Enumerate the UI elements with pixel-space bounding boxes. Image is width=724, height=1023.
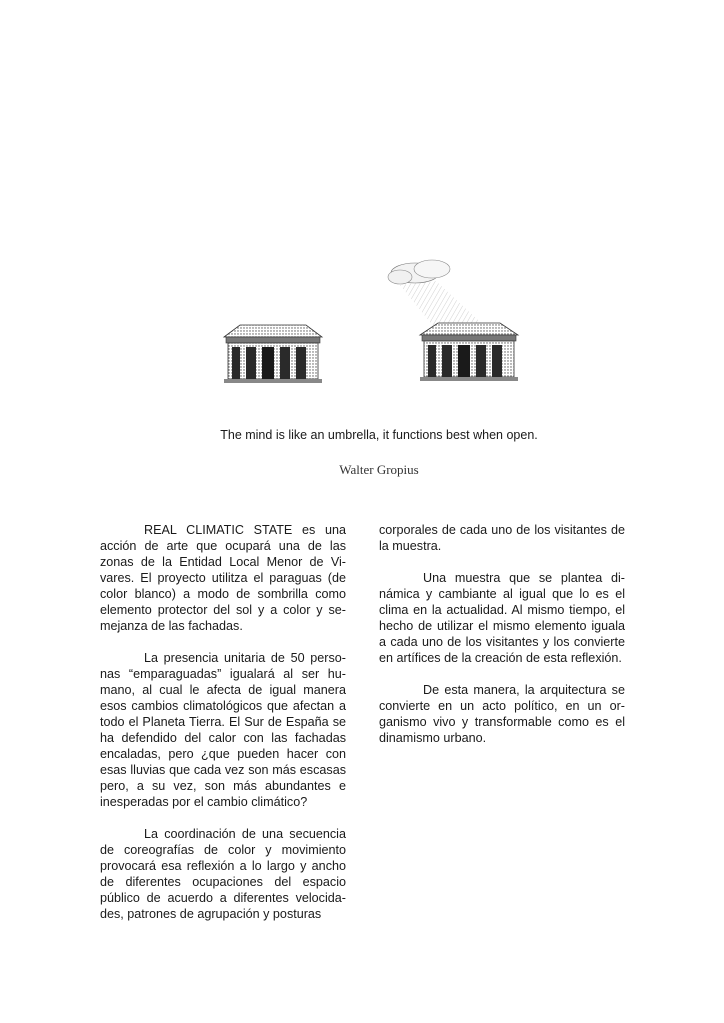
paragraph: REAL CLIMATIC STATE es una acción de arte que ocupará una de las zonas de la Entidad Local Menor de Vivares. El proyecto utilitza el paraguas (de color blanco) a modo de sombrilla como elemento protector del sol y a color y semejanza de las fachadas. <box>100 523 346 633</box>
paragraph: La coordinación de una secuencia de coreografías de color y movimiento provocará esa reflexión a lo largo y ancho de diferentes ocupaciones del espacio público de acuerdo a diferentes velocidades, patrones de agrupación y posturas <box>100 827 346 921</box>
right-column <box>379 522 625 762</box>
quote-author: Walter Gropius <box>339 462 419 477</box>
building-with-cloud-icon <box>210 255 530 390</box>
paragraph: Una muestra que se plantea dinámica y cambiante al igual que lo es el clima en la actualidad. Al mismo tiempo, el hecho de utilizar el mismo elemento iguala a cada uno de los visitantes y los convierte en artífices de la creación de esta reflexión. <box>379 571 625 665</box>
paragraph: La presencia unitaria de 50 personas “emparaguadas” igualará al ser humano, al cual le afecta de igual manera esos cambios climatológicos que afectan a todo el Planeta Tierra. El Sur de España se ha defendido del calor con las fachadas encaladas, pero ¿que pueden hacer con esas lluvias que cada vez son más escasas pero, a su vez, son más abundantes e inesperadas por el cambio climático? <box>100 651 346 809</box>
building-illustration <box>210 255 530 390</box>
left-column <box>100 522 346 938</box>
right-building <box>420 323 518 381</box>
left-building <box>224 325 322 383</box>
quote-text: The mind is like an umbrella, it functions best when open. <box>220 428 538 442</box>
paragraph: De esta manera, la arquitectura se convierte en un acto político, en un organismo vivo y transformable como es el dinamismo urbano. <box>379 683 625 745</box>
paragraph-continuation: corporales de cada uno de los visitantes de la muestra. <box>379 523 625 553</box>
